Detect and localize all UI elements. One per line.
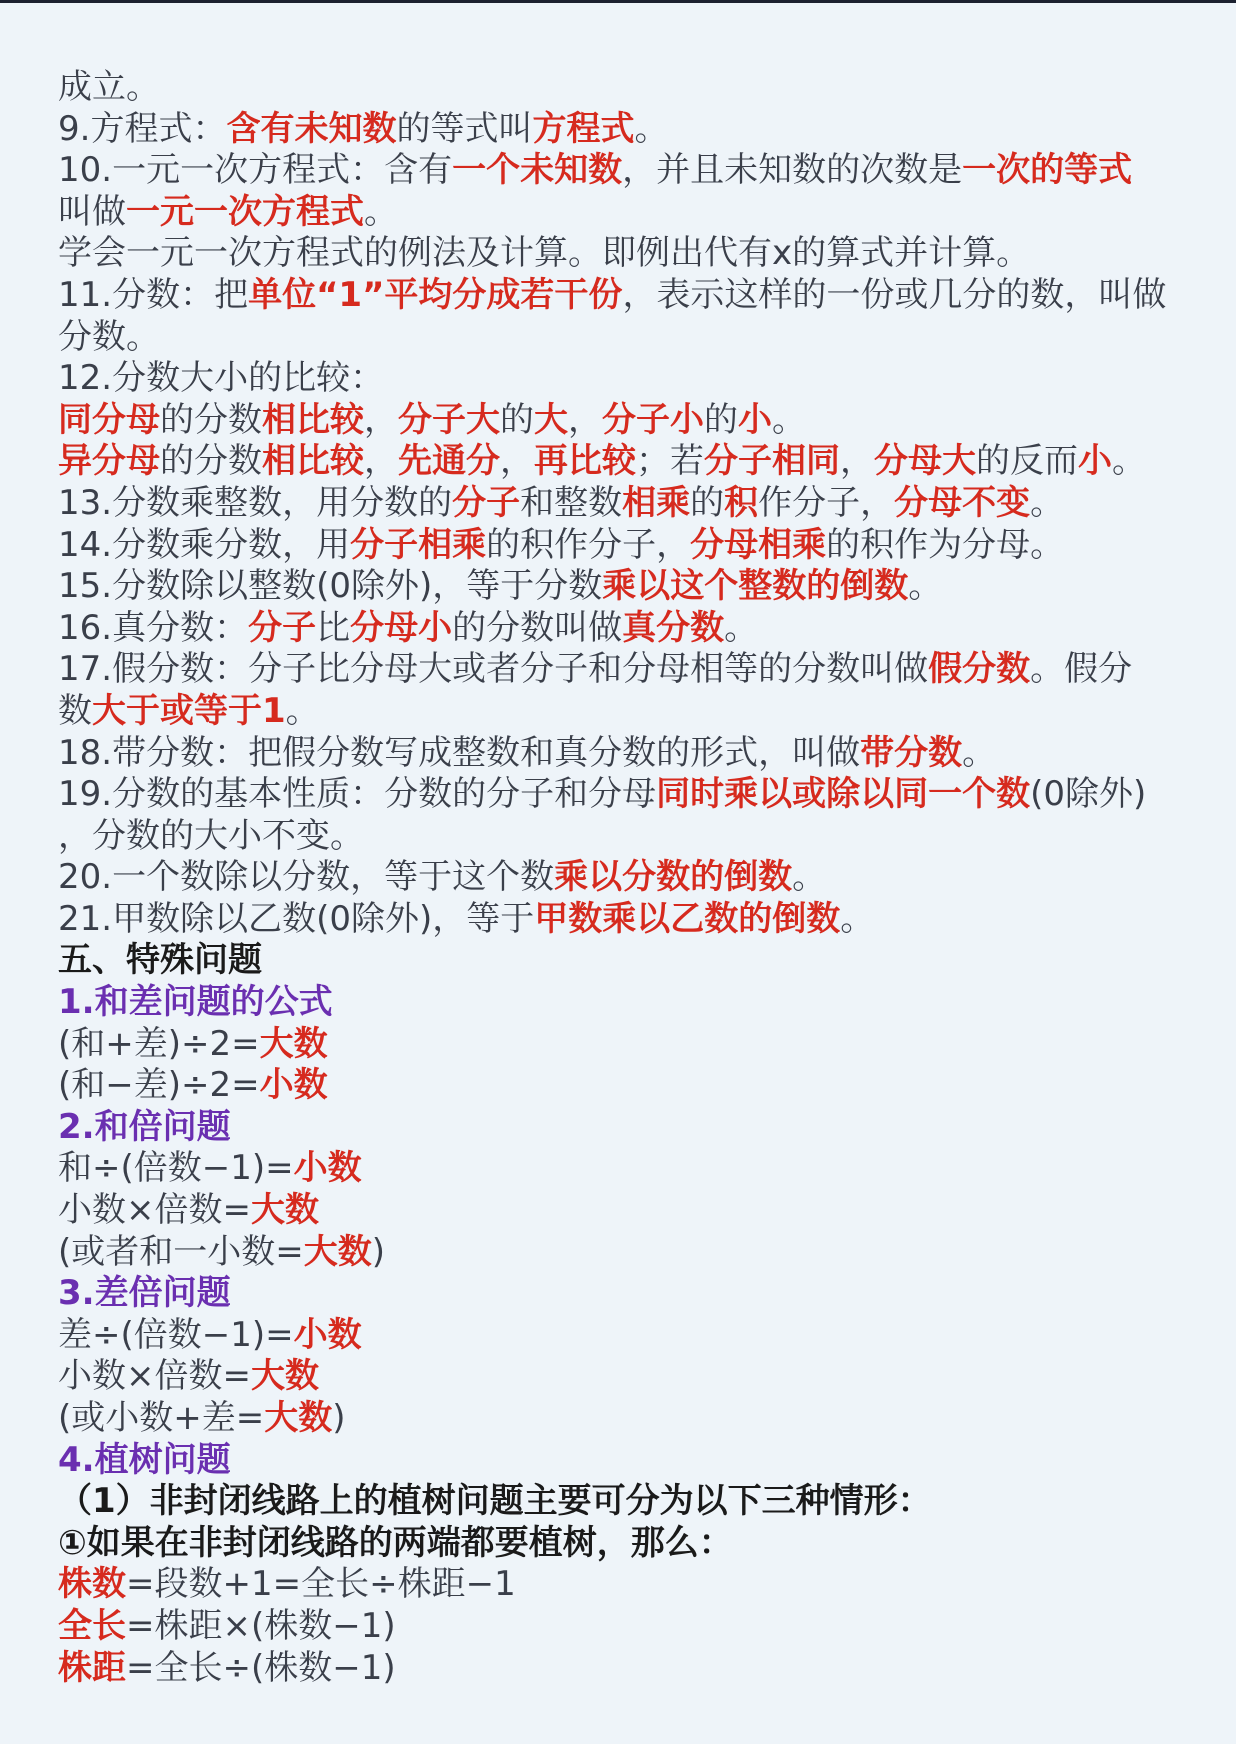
text-segment: 。 xyxy=(634,108,669,149)
highlight-text: 单位“1”平均分成若干份 xyxy=(248,274,623,315)
highlight-text: 乘以分数的倒数 xyxy=(554,857,793,898)
text-segment: 的 xyxy=(690,482,725,523)
heading-text: 3.差倍问题 xyxy=(58,1273,231,1314)
text-segment: 19.分数的基本性质：分数的分子和分母 xyxy=(58,774,657,815)
text-segment: 叫做 xyxy=(58,191,126,232)
text-segment: (0除外) xyxy=(1030,774,1147,815)
text-line xyxy=(58,400,1206,442)
highlight-text: 相乘 xyxy=(622,482,691,523)
text-segment: 数 xyxy=(58,690,92,731)
highlight-text: 全长 xyxy=(58,1605,126,1646)
text-segment: (和−差)÷2= xyxy=(58,1065,260,1106)
text-segment: ， xyxy=(364,399,398,440)
text-line xyxy=(58,1190,1206,1232)
text-segment: 20.一个数除以分数，等于这个数 xyxy=(58,857,555,898)
text-line xyxy=(58,1148,1206,1190)
text-line xyxy=(58,649,1206,691)
text-line xyxy=(58,1523,1206,1565)
text-segment: =全长÷(株数−1) xyxy=(126,1647,396,1688)
text-segment: 。 xyxy=(962,732,997,773)
highlight-text: 分母小 xyxy=(350,607,453,648)
highlight-text: 大数 xyxy=(303,1231,372,1272)
text-segment: 的分数叫做 xyxy=(452,607,623,648)
highlight-text: 假分数 xyxy=(928,649,1031,690)
highlight-text: 含有未知数 xyxy=(226,108,397,149)
heading-text: 2.和倍问题 xyxy=(58,1106,231,1147)
text-line xyxy=(58,109,1206,151)
text-segment: (或者和一小数= xyxy=(58,1231,304,1272)
text-segment: 。 xyxy=(772,399,806,440)
highlight-text: 分子小 xyxy=(602,399,704,440)
highlight-text: 分子相乘 xyxy=(350,524,487,565)
text-segment: 的积作分子， xyxy=(486,524,691,565)
text-line xyxy=(58,1356,1206,1398)
heading-text: ①如果在非封闭线路的两端都要植树，那么： xyxy=(58,1522,733,1563)
highlight-text: 一次的等式 xyxy=(962,150,1133,191)
text-line xyxy=(58,1024,1206,1066)
text-segment: 。 xyxy=(792,857,827,898)
text-segment: 21.甲数除以乙数(0除外)，等于 xyxy=(58,898,535,939)
text-line xyxy=(58,483,1206,525)
text-line xyxy=(58,67,1206,109)
text-line xyxy=(58,1564,1206,1606)
text-line xyxy=(58,1315,1206,1357)
text-line xyxy=(58,982,1206,1024)
text-segment: ， xyxy=(568,399,602,440)
text-line xyxy=(58,899,1206,941)
text-line xyxy=(58,1440,1206,1482)
text-line xyxy=(58,816,1206,858)
text-segment: ，并且未知数的次数是 xyxy=(622,150,963,191)
text-segment: ， xyxy=(364,441,398,482)
text-line xyxy=(58,940,1206,982)
text-segment: 。 xyxy=(908,566,943,607)
text-segment: =株距×(株数−1) xyxy=(126,1605,396,1646)
text-segment: ， xyxy=(500,441,534,482)
highlight-text: 相比较 xyxy=(262,399,364,440)
text-segment: 17.假分数：分子比分母大或者分子和分母相等的分数叫做 xyxy=(58,649,929,690)
text-segment: 15.分数除以整数(0除外)，等于分数 xyxy=(58,566,603,607)
highlight-text: 大数 xyxy=(250,1190,319,1231)
highlight-text: 一个未知数 xyxy=(452,150,623,191)
text-segment: ) xyxy=(371,1231,386,1272)
highlight-text: 分母相乘 xyxy=(690,524,827,565)
document-page xyxy=(0,3,1236,1689)
highlight-text: 再比较 xyxy=(534,441,636,482)
highlight-text: 同时乘以或除以同一个数 xyxy=(656,774,1031,815)
text-line xyxy=(58,525,1206,567)
text-segment: ) xyxy=(332,1398,346,1438)
highlight-text: 同分母 xyxy=(58,399,160,440)
text-segment: 的 xyxy=(500,399,534,440)
highlight-text: 小数 xyxy=(259,1065,328,1106)
text-line xyxy=(58,1606,1206,1648)
highlight-text: 分母不变 xyxy=(894,482,1031,523)
text-segment: 的分数 xyxy=(160,399,262,440)
text-segment: 。 xyxy=(1112,441,1146,482)
text-line xyxy=(58,317,1206,359)
highlight-text: 带分数 xyxy=(860,732,963,773)
highlight-text: 大数 xyxy=(264,1398,333,1438)
text-segment: ；若 xyxy=(636,441,704,482)
highlight-text: 小 xyxy=(1078,441,1112,482)
text-segment: 11.分数：把 xyxy=(58,274,249,315)
heading-text: （1）非封闭线路上的植树问题主要可分为以下三种情形： xyxy=(58,1481,932,1522)
highlight-text: 积 xyxy=(724,482,759,523)
text-segment: 。 xyxy=(724,607,759,648)
text-line xyxy=(58,1648,1206,1690)
text-line xyxy=(58,275,1206,317)
text-line xyxy=(58,1232,1206,1274)
highlight-text: 分子 xyxy=(248,607,317,648)
text-segment: 的分数 xyxy=(160,441,262,482)
text-segment: 。 xyxy=(285,690,320,731)
highlight-text: 大 xyxy=(534,399,568,440)
text-segment: 学会一元一次方程式的例法及计算。即例出代有x的算式并计算。 xyxy=(58,233,1031,274)
text-segment: 的积作为分母。 xyxy=(826,524,1065,565)
highlight-text: 分母大 xyxy=(874,441,976,482)
text-segment: =段数+1=全长÷株距−1 xyxy=(126,1564,516,1605)
text-segment: ， xyxy=(840,441,874,482)
text-segment: 小数×倍数= xyxy=(58,1190,251,1231)
text-segment: 12.分数大小的比较： xyxy=(58,358,385,399)
highlight-text: 甲数乘以乙数的倒数 xyxy=(534,898,841,939)
highlight-text: 先通分 xyxy=(398,441,500,482)
text-segment: 比 xyxy=(316,607,351,648)
text-segment: 14.分数乘分数，用 xyxy=(58,524,351,565)
text-segment: (或小数+差= xyxy=(58,1398,265,1438)
heading-text: 4.植树问题 xyxy=(58,1439,231,1480)
text-segment: 。 xyxy=(1030,482,1065,523)
text-line xyxy=(58,150,1206,192)
highlight-text: 大于或等于1 xyxy=(92,690,286,731)
text-segment: 的 xyxy=(704,399,738,440)
text-segment: 。 xyxy=(840,898,875,939)
text-line xyxy=(58,192,1206,234)
text-line xyxy=(58,441,1206,483)
text-line xyxy=(58,566,1206,608)
highlight-text: 分子大 xyxy=(398,399,500,440)
highlight-text: 相比较 xyxy=(262,441,364,482)
text-line xyxy=(58,1398,1206,1440)
text-segment: 作分子， xyxy=(758,482,895,523)
highlight-text: 真分数 xyxy=(622,607,725,648)
text-segment: 成立。 xyxy=(58,67,160,107)
highlight-text: 分子 xyxy=(452,482,521,523)
text-line xyxy=(58,1273,1206,1315)
text-segment: 的反而 xyxy=(976,441,1078,482)
text-segment: 和÷(倍数−1)= xyxy=(58,1148,294,1189)
text-line xyxy=(58,358,1206,400)
text-line xyxy=(58,774,1206,816)
text-line xyxy=(58,691,1206,733)
text-segment: 18.带分数：把假分数写成整数和真分数的形式，叫做 xyxy=(58,732,861,773)
highlight-text: 方程式 xyxy=(532,108,635,149)
text-segment: 。 xyxy=(364,191,398,232)
highlight-text: 异分母 xyxy=(58,441,160,482)
text-line xyxy=(58,1065,1206,1107)
highlight-text: 株数 xyxy=(58,1564,126,1605)
text-line xyxy=(58,733,1206,775)
text-segment: 。假分 xyxy=(1030,649,1133,690)
text-segment: 分数。 xyxy=(58,316,160,357)
text-segment: 10.一元一次方程式：含有 xyxy=(58,150,453,191)
text-segment: 差÷(倍数−1)= xyxy=(58,1314,294,1355)
text-segment: 16.真分数： xyxy=(58,607,249,648)
text-segment: ，分数的大小不变。 xyxy=(58,815,364,856)
highlight-text: 小 xyxy=(738,399,772,440)
highlight-text: 一元一次方程式 xyxy=(126,191,364,232)
text-segment: 小数×倍数= xyxy=(58,1356,251,1397)
text-line xyxy=(58,233,1206,275)
text-segment: 9.方程式： xyxy=(58,108,227,149)
text-segment: (和+差)÷2= xyxy=(58,1023,260,1064)
text-line xyxy=(58,608,1206,650)
heading-text: 五、特殊问题 xyxy=(58,940,262,981)
highlight-text: 小数 xyxy=(293,1314,362,1355)
highlight-text: 小数 xyxy=(293,1148,362,1189)
text-segment: ，表示这样的一份或几分的数，叫做 xyxy=(622,274,1167,315)
text-segment: 和整数 xyxy=(520,482,623,523)
text-line xyxy=(58,1481,1206,1523)
text-line xyxy=(58,1107,1206,1149)
highlight-text: 乘以这个整数的倒数 xyxy=(602,566,909,607)
highlight-text: 分子相同 xyxy=(704,441,840,482)
text-line xyxy=(58,857,1206,899)
text-segment: 的等式叫 xyxy=(396,108,533,149)
heading-text: 1.和差问题的公式 xyxy=(58,982,333,1023)
highlight-text: 大数 xyxy=(259,1023,328,1064)
text-segment: 13.分数乘整数，用分数的 xyxy=(58,482,453,523)
highlight-text: 株距 xyxy=(58,1647,126,1688)
highlight-text: 大数 xyxy=(250,1356,319,1397)
